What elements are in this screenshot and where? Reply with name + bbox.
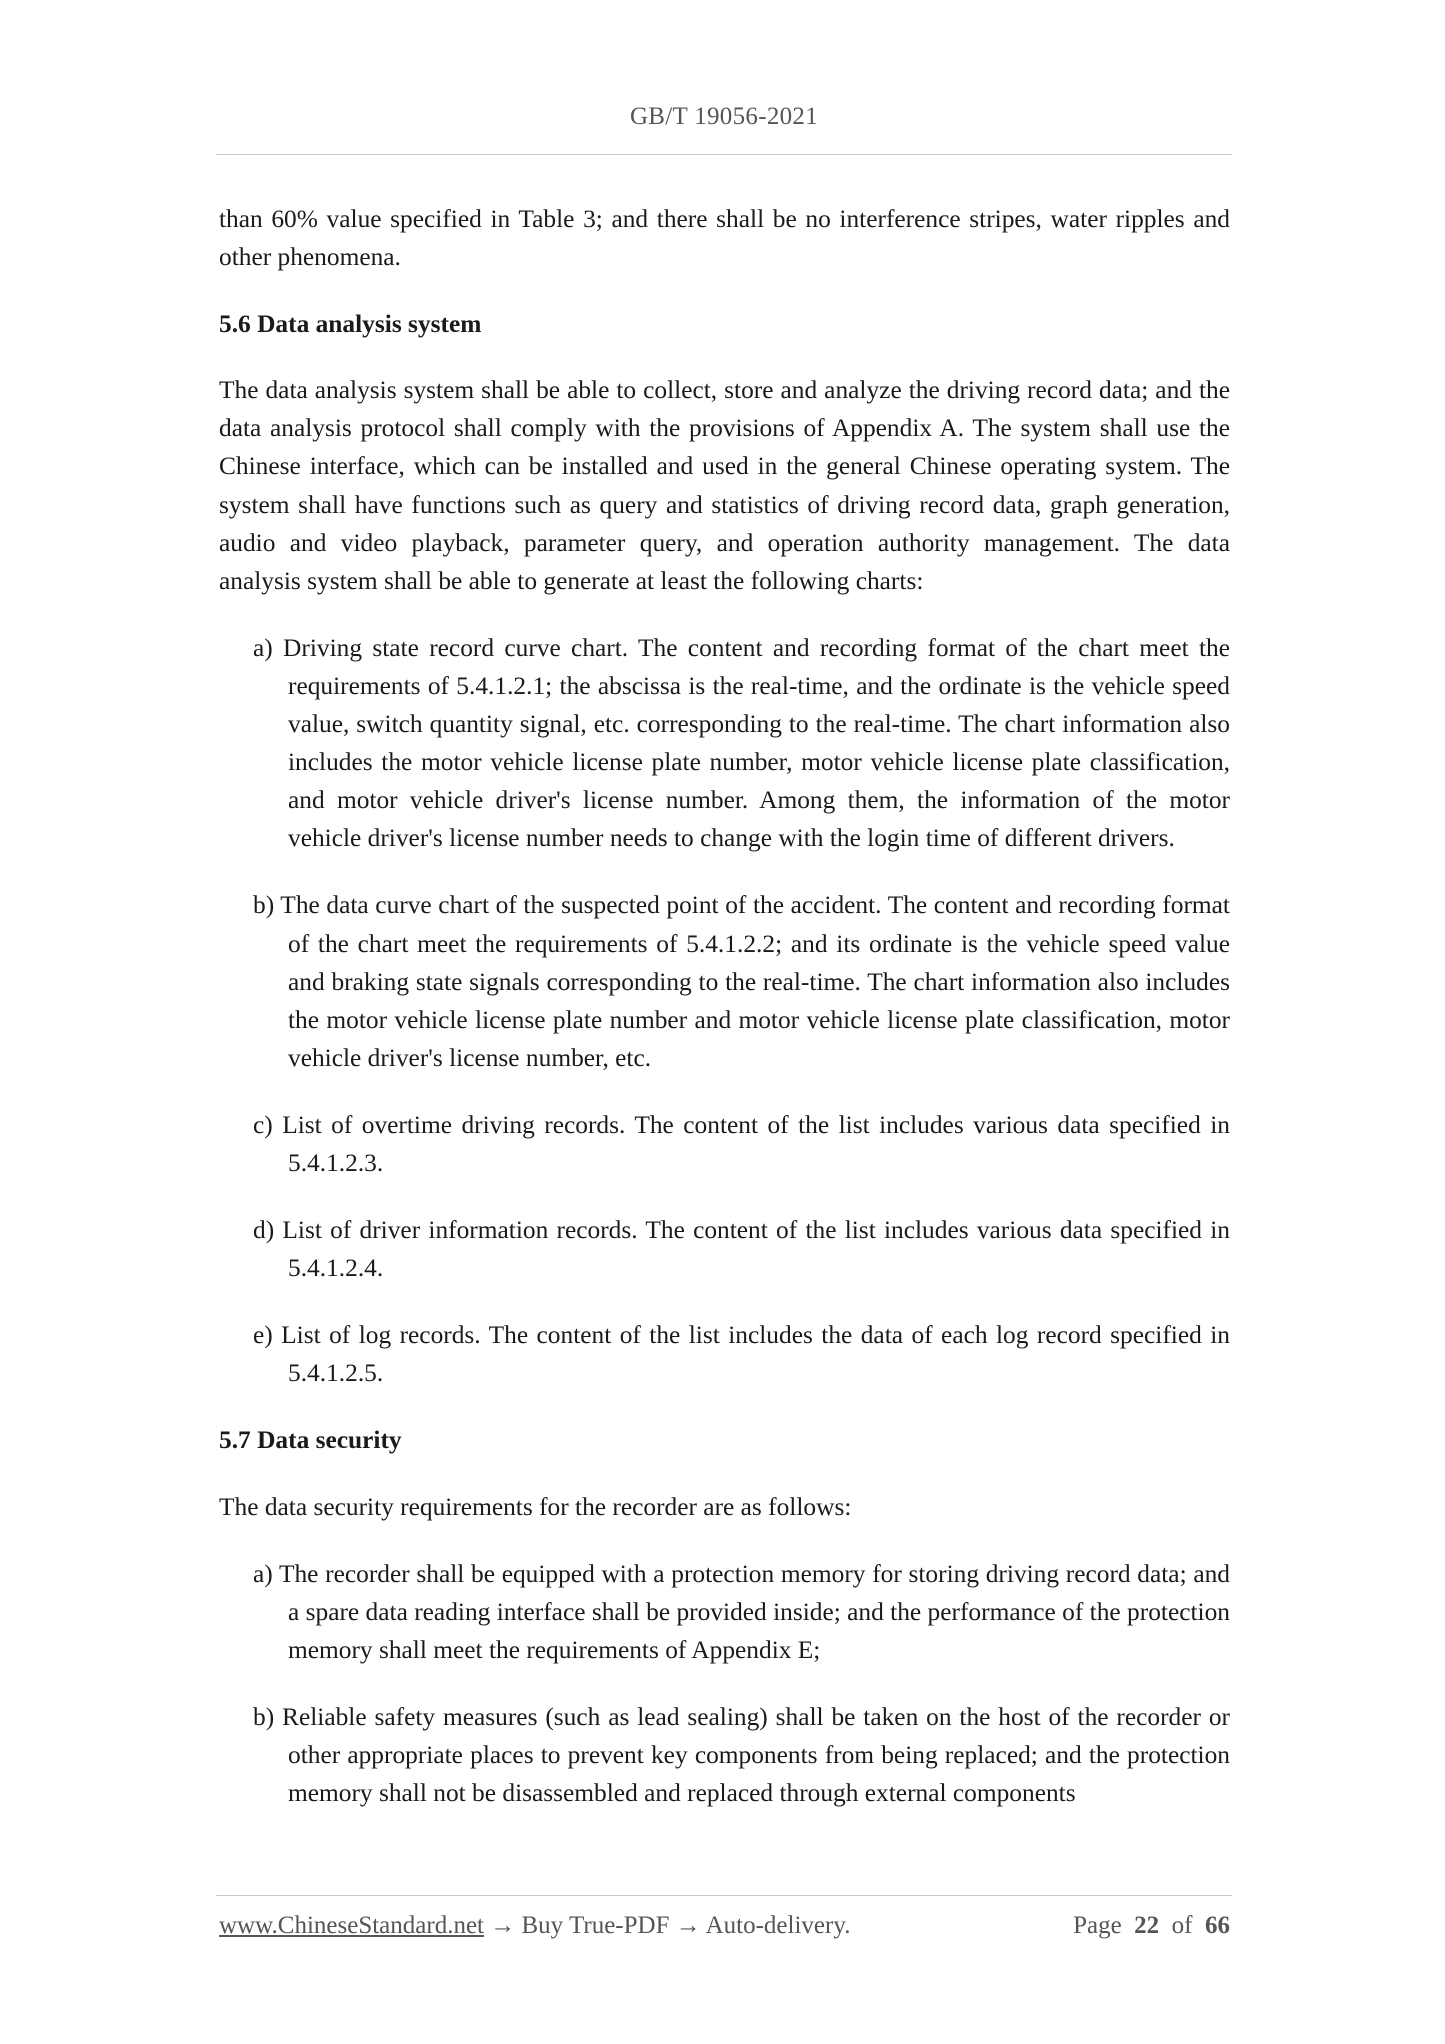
list-item: b) Reliable safety measures (such as lead sealing) shall be taken on the host of the recorder or other appropriate places to prevent key components from being replaced; and the protection memory shall not be disassembled and replaced through external components bbox=[253, 1702, 1230, 1808]
list-item: a) Driving state record curve chart. The content and recording format of the chart meet the requirements of 5.4.1.2.1; the abscissa is the real-time, and the ordinate is the vehicle speed value, switch quantity signal, etc. corresponding to the real-time. The chart information also includes the motor vehicle license plate number, motor vehicle license plate classification, and motor vehicle driver's license number. Among them, the information of the motor vehicle driver's license number needs to change with the login time of different drivers. bbox=[253, 633, 1230, 853]
current-page-number: 22 bbox=[1134, 1912, 1160, 1939]
footer-divider bbox=[216, 1895, 1232, 1896]
document-header-title: GB/T 19056-2021 bbox=[629, 103, 819, 130]
list-item: a) The recorder shall be equipped with a protection memory for storing driving record data; and a spare data reading interface shall be provided inside; and the performance of the protection memory shall meet the requirements of Appendix E; bbox=[253, 1559, 1230, 1664]
website-link[interactable]: www.ChineseStandard.net bbox=[219, 1912, 484, 1939]
arrow-right-icon: → bbox=[675, 1912, 701, 1939]
arrow-right-icon: → bbox=[490, 1912, 516, 1939]
section-heading-5-7: 5.7 Data security bbox=[219, 1426, 402, 1455]
list-item: e) List of log records. The content of the list includes the data of each log record specified in 5.4.1.2.5. bbox=[253, 1321, 1230, 1388]
of-label: of bbox=[1171, 1912, 1193, 1939]
section-5-7-paragraph: The data security requirements for the recorder are as follows: bbox=[219, 1492, 852, 1521]
page-indicator bbox=[1073, 1912, 1230, 1940]
section-5-6-paragraph: The data analysis system shall be able to collect, store and analyze the driving record data; and the data analysis protocol shall comply with the provisions of Appendix A. The system shall use the Chinese interface, which can be installed and used in the general Chinese operating system. The system shall have functions such as query and statistics of driving record data, graph generation, audio and video playback, parameter query, and operation authority management. The data analysis system shall be able to generate at least the following charts: bbox=[219, 376, 1230, 595]
intro-paragraph: than 60% value specified in Table 3; and there shall be no interference stripes, water ripples and other phenomena. bbox=[219, 205, 1230, 272]
list-item: c) List of overtime driving records. The content of the list includes various data specified in 5.4.1.2.3. bbox=[253, 1110, 1230, 1177]
footer-promo bbox=[219, 1912, 850, 1940]
total-pages-number: 66 bbox=[1205, 1912, 1230, 1939]
buy-true-pdf-text: Buy True-PDF bbox=[521, 1912, 670, 1939]
list-item: d) List of driver information records. The content of the list includes various data specified in 5.4.1.2.4. bbox=[253, 1216, 1230, 1283]
header-divider bbox=[216, 154, 1232, 155]
section-heading-5-6: 5.6 Data analysis system bbox=[219, 310, 482, 339]
list-item: b) The data curve chart of the suspected point of the accident. The content and recording format of the chart meet the requirements of 5.4.1.2.2; and its ordinate is the vehicle speed value and braking state signals corresponding to the real-time. The chart information also includes the motor vehicle license plate number and motor vehicle license plate classification, motor vehicle driver's license number, etc. bbox=[253, 891, 1230, 1072]
auto-delivery-text: Auto-delivery. bbox=[705, 1912, 851, 1939]
page-content bbox=[219, 200, 1230, 1841]
page-label: Page bbox=[1073, 1912, 1122, 1939]
